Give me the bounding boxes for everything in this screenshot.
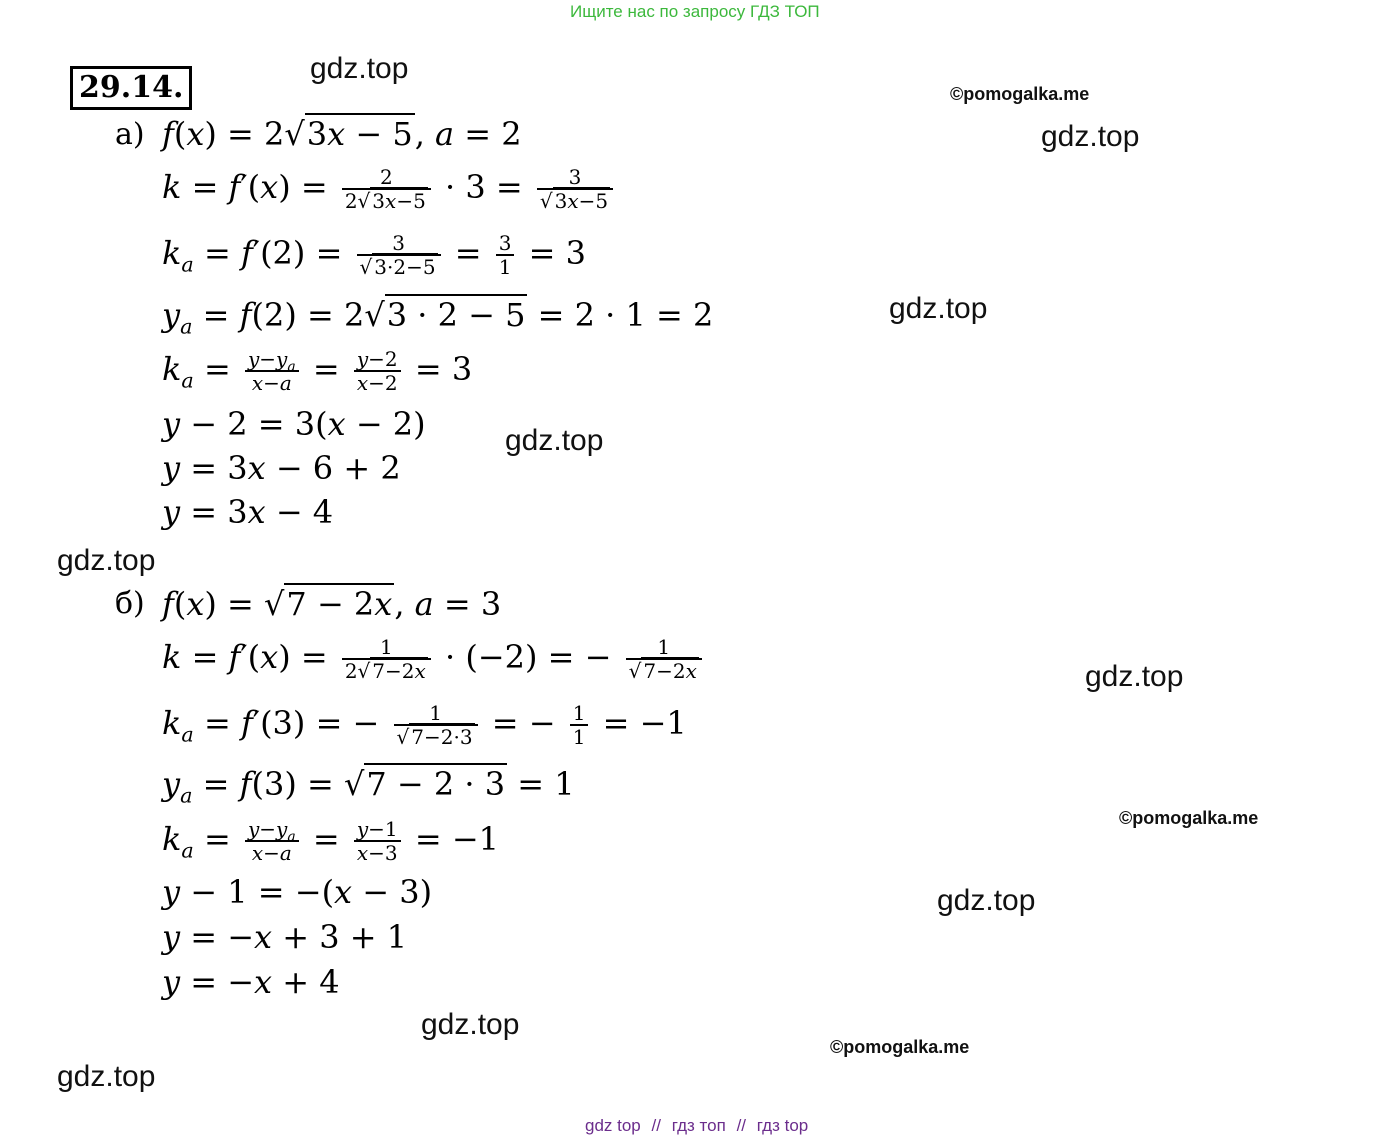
watermark-pomogalka: ©pomogalka.me [950,84,1090,104]
part-a-label: а) [115,117,145,152]
watermark-pomogalka: ©pomogalka.me [830,1037,970,1057]
part-b-line-8: y = −x + 4 [162,963,340,1001]
part-b-line-4: $y_a = f(3) = √7 - 2 \cdot 3 = 1$ [162,765,575,808]
part-a-line-4: $y_a = f(2) = 2√3 \cdot 2 - 5 = 2 \cdot 1 = 2$ [162,296,714,339]
part-a-line-5: $k_a$ = $\frac{y-y_a}{x-a}$ = $\frac{y-2}{x-2}$ = 3 [162,347,473,395]
part-a-line-8: y = 3x − 4 [162,493,334,531]
watermark-gdz: gdz.top [310,52,409,85]
watermark-gdz: gdz.top [57,544,156,577]
part-b-line-3: $k_a = f'(3)$ = − $\frac{1}{√ 7-2\cdot 3}$ = − $\frac{1}{1}$ = −1 [162,701,687,749]
footer-link-gdz-top[interactable]: gdz top [585,1116,641,1135]
part-a-line-2: k = f′(x) = $\frac{2}{2√ 3x-5}$ · 3 = $\frac{3}{√ 3x-5}$ [162,166,617,212]
watermark-gdz: gdz.top [1041,120,1140,153]
footer-link-gdz-top-ru[interactable]: гдз топ [671,1116,726,1135]
part-b-line-1: f(x) = √7 − 2x, a = 3 [162,585,502,623]
footer-link-gdz-top-mixed[interactable]: гдз top [756,1116,809,1135]
part-b-label: б) [115,586,145,621]
footer-separator: // [651,1116,661,1135]
watermark-pomogalka: ©pomogalka.me [1119,808,1259,828]
watermark-gdz: gdz.top [937,884,1036,917]
part-a-line-1-text: f(x) = 2√3x − 5, a = 2 [162,115,522,153]
problem-number: 29.14. [70,66,192,110]
part-a-line-3: $k_a = f'(2)$ = $\frac{3}{√ 3\cdot 2-5}$ = $\frac{3}{1}$ = 3 [162,231,586,279]
watermark-gdz: gdz.top [505,424,604,457]
part-b-line-7: y = −x + 3 + 1 [162,918,408,956]
watermark-gdz: gdz.top [57,1060,156,1093]
part-b-line-5: $k_a$ = $\frac{y-y_a}{x-a}$ = $\frac{y-1}{x-3}$ = −1 [162,817,499,865]
part-b-line-2: k = f′(x) = $\frac{1}{2√ 7-2x}$ · (−2) = − $\frac{1}{√ 7-2x}$ [162,636,706,682]
part-b-line-6: y − 1 = −(x − 3) [162,873,433,911]
footer-separator: // [736,1116,747,1135]
watermark-gdz: gdz.top [1085,660,1184,693]
footer-links [585,1116,808,1136]
part-a-line-6: y − 2 = 3(x − 2) [162,405,426,443]
watermark-gdz: gdz.top [889,292,988,325]
part-a-line-1 [162,114,522,154]
watermark-gdz: gdz.top [421,1008,520,1041]
top-banner: Ищите нас по запросу ГДЗ ТОП [570,2,820,21]
part-a-line-7: y = 3x − 6 + 2 [162,449,401,487]
